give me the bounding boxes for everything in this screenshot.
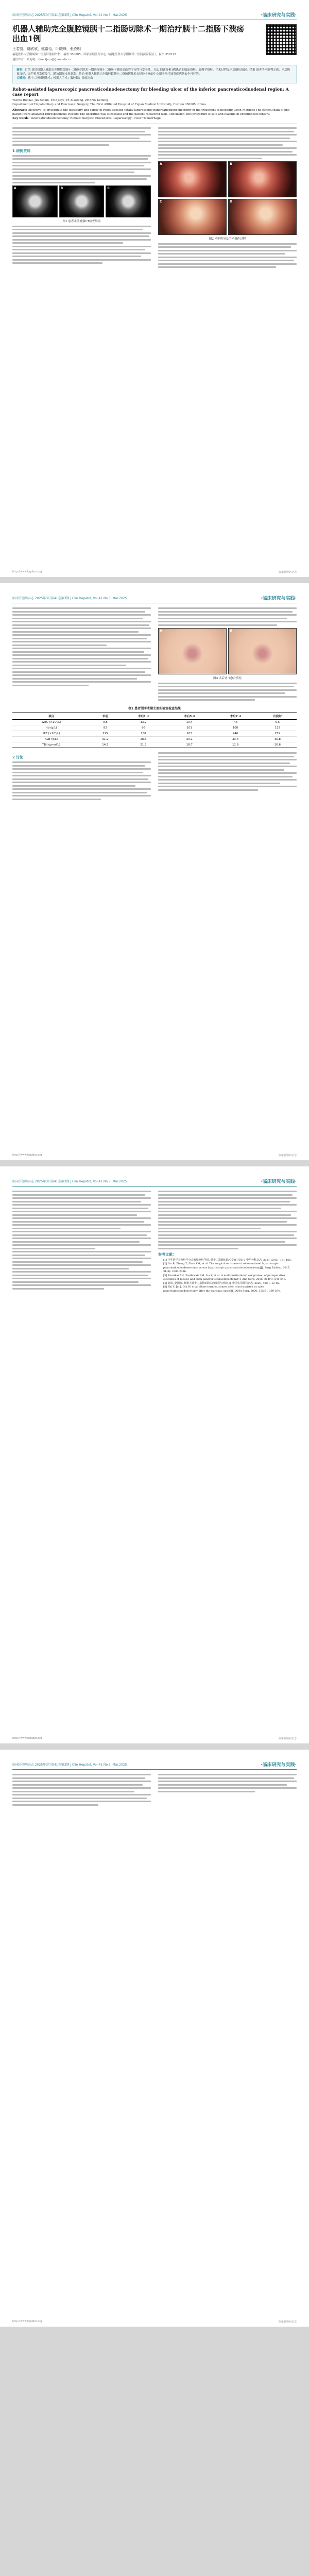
postop-image: B [228,628,297,674]
lab-table [12,713,297,748]
table-header-cell: 术后7 d [212,713,258,720]
table-cell: 10.4 [166,720,212,725]
surgical-image: C [158,199,227,235]
table-cell: 259 [259,731,297,737]
section-heading: 2 讨论 [12,755,24,759]
reference-item: [4] 刘荣, 赵国栋. 机器人胰十二指肠切除术的发展与现状[J]. 中国实用外科杂志, 2020, 40(1): 42-46. [163,1281,280,1285]
table-cell: PLT (×10⁹/L) [12,731,90,737]
page-footer: http://www.lcgdbzz.org 临床肝胆病杂志 [12,570,297,574]
figure-caption: 图2 术中所见及手术操作过程 [209,237,246,241]
table-cell: 188 [121,731,166,737]
table-title: 表1 患者围手术期主要实验室检查结果 [128,707,181,710]
ct-image: B [59,185,105,217]
table-cell: 215 [90,731,121,737]
reference-item: [5] Shi Y, Jin J, Qiu W, et al. Short-term outcomes after robot-assisted vs open pancreaticoduodenectomy after the learning curve[J]. JAMA Surg, 2020, 155(5): 389-394. [163,1285,281,1293]
reference-item: [1] 中华医学会外科学分会胰腺外科学组. 胰十二指肠切除术专家共识[J]. 中华外科杂志, 2021, 59(3): 161-168. [163,1258,292,1262]
qr-code-icon [266,24,297,55]
abstract-cn: 摘要：目的 探讨机器人辅助完全腹腔镜胰十二指肠切除术一期治疗胰十二指肠下溃疡出血的可行性与安全性。方法 回顾分析1例患者的临床资料、影像学资料、手术过程及术后随访情况。结果 患者手术顺利完成，术后恢复良好，无严重并发症发生，随访期间未见复发。结论 机器人辅助完全腹腔镜胰十二指肠切除术在经验丰富的中心用于治疗该类疾病是安全可行的。 关键词：胰十二指肠切除术；机器人手术；腹腔镜；溃疡出血 [12,65,297,83]
surgical-image: A [158,161,227,197]
page-header: 临床肝胆病杂志 2025年3月第41卷第3期 J Clin Hepatol, Vol.41 No.3, Mar.2025 ·临床研究与实践· [12,595,297,603]
left-column [12,127,151,270]
table-cell: 30.1 [166,737,212,742]
table-cell: 28.6 [121,737,166,742]
table-cell: 14.5 [90,742,121,748]
page-3: 临床肝胆病杂志 2025年3月第41卷第3期 J Clin Hepatol, Vol.41 No.3, Mar.2025 ·临床研究与实践· 参考文献： [1] 中华医学会外科学分会胰腺外科学组. 胰十二指肠切除术专家共识[J]. 中华外科杂志, 2021, 59(3): 161-168. [2] Liu R, Zhang T, Zhao ZM, et al. The surgical outcomes of robot-assisted laparoscopic pancreaticoduodenectomy versus laparoscopic pancreaticoduodenectomy[J]. Surg Endosc, 2017, 31(6): 2380-2386. [3] Zureikat AH, Postlewait LM, Liu Y, et al. A multi-institutional comparison of perioperative outcomes of robotic and open pancreaticoduodenectomy[J]. Ann Surg, 2016, 264(4): 640-649. [4] 刘荣, 赵国栋. 机器人胰十二指肠切除术的发展与现状[J]. 中国实用外科杂志, 2020, 40(1): 42-46. [5] Shi Y, Jin J, Qiu W, et al. Short-term outcomes after robot-assisted vs open pancreaticoduodenectomy after the learning curve[J]. JAMA Surg, 2020, 155(5): 389-394. http://www.lcgdbzz.org 临床肝胆病杂志 [0,1166,309,1743]
section-heading: 1 病例资料 [12,148,31,153]
affiliation: 福建医科大学附属第一医院肝胆胰外科，福州 350005；国家区域医疗中心（福建医科大学附属第一医院滨海院区），福州 350212 [12,53,176,56]
page-header [12,11,297,20]
surgical-image: D [228,199,297,235]
references-list [158,1259,297,1294]
english-abstract: Abstract: Objective To investigate the feasibility and safety of robot-assisted totally laparoscopic pancreaticoduodenectomy in the treatment of bleeding ulcer. Methods The clinical data of one patient were analyzed retrospectively. Results The operation was successful and the patient recovered well. Conclusion This procedure is safe and feasible in experienced centers. Key words: Pancreaticoduodenectomy; Robotic Surgical Procedures; Laparoscopy; Ulcer Hemorrhage [12,109,290,120]
ct-image: A [12,185,58,217]
surgical-image: B [228,161,297,197]
reference-item: [2] Liu R, Zhang T, Zhao ZM, et al. The surgical outcomes of robot-assisted laparoscopic pancreaticoduodenectomy versus laparoscopic pancreaticoduodenectomy[J]. Surg Endosc, 2017, 31(6): 2380-2386. [163,1262,290,1273]
table-cell: 6.5 [259,720,297,725]
figure-2 [158,161,297,235]
figure-caption: 图1 患者术前增强CT检查结果 [62,219,101,223]
figure-3 [158,628,297,674]
table-row [12,720,297,725]
table-cell: 9.8 [90,720,121,725]
english-title: Robot-assisted laparoscopic pancreaticoduodenectomy for bleeding ulcer of the inferior pancreaticoduodenal region: A case report [12,87,289,97]
table-cell: WBC (×10⁹/L) [12,720,90,725]
title-block [12,24,297,62]
page-2: 临床肝胆病杂志 2025年3月第41卷第3期 J Clin Hepatol, Vol.41 No.3, Mar.2025 ·临床研究与实践· A B 图3 术后切口愈合情况 表1 患者围手术期主要实验室检查结果 项目 术前 术后1 d 术后3 d 术后7 d 出院时 WBC (×10⁹/L) 9.8 13.2 10.4 7.6 6.5 Hb (g/L) 82 96 101 108 112 PLT (×10⁹/L) 215 188 203 246 259 ALB (g/L) 31.2 28.6 30.1 33.4 35.8 TBil (μmol/L) 14.5 21.3 18.7 12.9 10.6 2 讨论 http://www.lcgdbzz.org 临床肝胆病杂志 [0,583,309,1160]
table-cell: 108 [212,725,258,731]
table-cell: Hb (g/L) [12,725,90,731]
table-cell: 203 [166,731,212,737]
table-cell: 33.4 [212,737,258,742]
table-cell: 35.8 [259,737,297,742]
table-cell: 21.3 [121,742,166,748]
table-header-cell: 项目 [12,713,90,720]
table-row [12,725,297,731]
corresponding-author: 通信作者：张克明，zkm_fjmu@fjmu.edu.cn [12,58,72,61]
table-cell: 13.2 [121,720,166,725]
table-cell: TBil (μmol/L) [12,742,90,748]
page-1 [0,0,309,577]
figure-caption: 图3 术后切口愈合情况 [213,676,242,680]
table-cell: 101 [166,725,212,731]
table-header-cell: 术后1 d [121,713,166,720]
references-heading: 参考文献： [158,1252,176,1257]
table-row [12,737,297,742]
figure-1 [12,185,151,217]
table-cell: ALB (g/L) [12,737,90,742]
table-cell: 10.6 [259,742,297,748]
table-cell: 82 [90,725,121,731]
page-4: 临床肝胆病杂志 2025年3月第41卷第3期 J Clin Hepatol, Vol.41 No.3, Mar.2025 ·临床研究与实践· http://www.lcgdbzz.org 临床肝胆病杂志 [0,1750,309,2327]
table-cell: 12.9 [212,742,258,748]
table-cell: 246 [212,731,258,737]
table-cell: 31.2 [90,737,121,742]
authors: 王若凯，贾欣欣，姚嘉怡，叶晓峰，张克明 [12,47,81,51]
table-row [12,731,297,737]
table-cell: 96 [121,725,166,731]
section-tag: ·临床研究与实践· [261,13,297,18]
english-affiliation: Department of Hepatobiliary and Pancreatic Surgery, The First Affiliated Hospital of Fujian Medical University, Fuzhou 350005, China [12,103,206,106]
table-cell: 18.7 [166,742,212,748]
english-authors: WANG Ruokai, JIA Xinxin, YAO Jiayi, YE Xiaofeng, ZHANG Keming [12,99,108,102]
ct-image: C [106,185,151,217]
table-row [12,742,297,748]
table-cell: 112 [259,725,297,731]
postop-image: A [158,628,227,674]
article-title: 机器人辅助完全腹腔镜胰十二指肠切除术一期治疗胰十二指肠下溃疡出血1例 [12,24,245,43]
journal-info: 临床肝胆病杂志 2025年3月第41卷第3期 J Clin Hepatol, Vol.41 No.3, Mar.2025 [12,13,127,17]
table-header-cell: 术后3 d [166,713,212,720]
table-header-cell: 术前 [90,713,121,720]
table-cell: 7.6 [212,720,258,725]
right-column [158,127,297,270]
table-header-cell: 出院时 [259,713,297,720]
reference-item: [3] Zureikat AH, Postlewait LM, Liu Y, et al. A multi-institutional comparison of perioperative outcomes of robotic and open pancreaticoduodenectomy[J]. Ann Surg, 2016, 264(4): 640-649. [163,1274,286,1281]
